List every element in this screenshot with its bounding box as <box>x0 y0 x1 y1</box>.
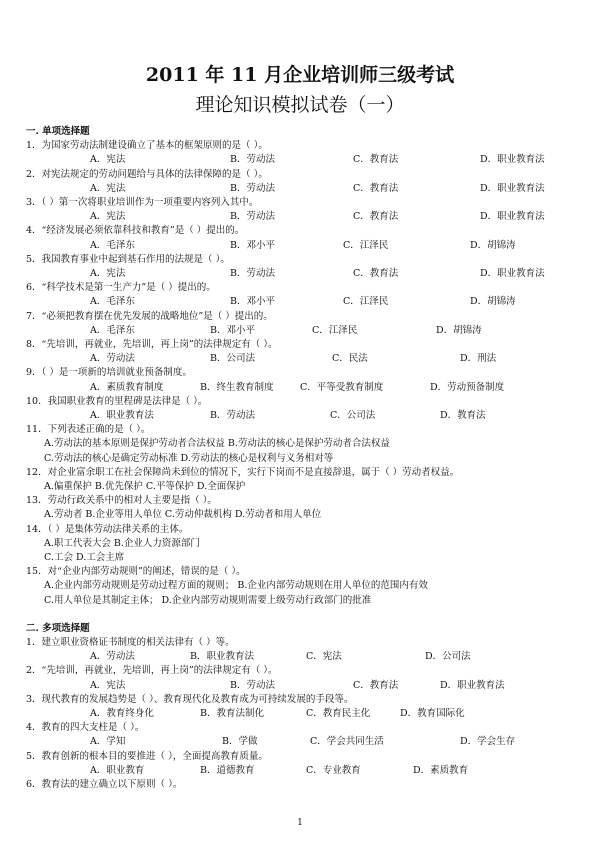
question-text: 14．（ ）是集体劳动法律关系的主体。 <box>26 523 189 535</box>
answer-option: B．劳动法 <box>210 409 255 421</box>
question-text: 8．“先培训，再就业，先培训，再上岗”的法律规定有（ ）。 <box>26 338 278 350</box>
question-text: 5．我国教育事业中起到基石作用的法规是（ ）。 <box>26 253 230 265</box>
answer-options <box>26 537 586 565</box>
answer-option-line: A.劳动者 B.企业等用人单位 C.劳动仲裁机构 D.劳动者和用人单位 <box>44 509 322 521</box>
answer-option: C．教育法 <box>353 182 399 194</box>
answer-option: B．劳动法 <box>230 182 275 194</box>
section-heading-multiple-choice: 二. 多项选择题 <box>26 622 90 634</box>
question-text: 1．建立职业资格证书制度的相关法律有（ ）等。 <box>26 636 235 648</box>
question-text: 15．对“企业内部劳动规则”的阐述，错误的是（ ）。 <box>26 566 246 578</box>
answer-option-line: C.劳动法的核心是确定劳动标准 D.劳动法的核心是权利与义务相对等 <box>44 452 334 464</box>
question-item <box>26 281 586 309</box>
question-text: 1．为国家劳动法制建设确立了基本的框架原则的是（ ）。 <box>26 140 268 152</box>
answer-option: A．毛泽东 <box>90 296 135 308</box>
question-item <box>26 253 586 281</box>
answer-option: D．学会生存 <box>460 736 516 748</box>
answer-options <box>26 409 586 423</box>
answer-option: C．教育法 <box>353 154 399 166</box>
answer-option: A．宪法 <box>90 267 126 279</box>
answer-option: D．职业教育法 <box>440 679 505 691</box>
answer-options <box>26 295 586 309</box>
answer-option: C．专业教育 <box>306 764 361 776</box>
question-item <box>26 139 586 167</box>
question-text: 11．下列表述正确的是（ ）。 <box>26 424 151 436</box>
answer-option: D．劳动预备制度 <box>430 381 505 393</box>
answer-option: A．劳动法 <box>90 651 135 663</box>
answer-option: D．职业教育法 <box>480 182 545 194</box>
answer-options <box>26 764 586 778</box>
answer-option: C．学会共同生活 <box>310 736 384 748</box>
answer-option: B．道德教育 <box>200 764 255 776</box>
answer-option: C．江泽民 <box>343 296 389 308</box>
answer-option: A．职业教育 <box>90 764 145 776</box>
answer-option: C．江泽民 <box>312 324 358 336</box>
answer-options <box>26 210 586 224</box>
answer-option: B．终生教育制度 <box>200 381 274 393</box>
answer-option: A．素质教育制度 <box>90 381 164 393</box>
answer-option: C．教育法 <box>353 267 399 279</box>
answer-option: A．劳动法 <box>90 353 135 365</box>
answer-option: C．公司法 <box>330 409 376 421</box>
answer-option: D．教育法 <box>440 409 486 421</box>
question-item <box>26 565 586 608</box>
answer-options <box>26 352 586 366</box>
answer-options <box>26 735 586 749</box>
answer-option: C．江泽民 <box>343 239 389 251</box>
answer-option: D．刑法 <box>460 353 497 365</box>
answer-option: D．职业教育法 <box>480 154 545 166</box>
answer-option: B．邓小平 <box>230 296 275 308</box>
question-item <box>26 366 586 394</box>
answer-option-line: A.企业内部劳动规则是劳动过程方面的规则； B.企业内部劳动规则在用人单位的范围内有效 <box>44 580 428 592</box>
single-choice-list <box>26 139 586 423</box>
question-item <box>26 466 586 494</box>
answer-options <box>26 480 586 494</box>
answer-option: B．劳动法 <box>230 211 275 223</box>
question-item <box>26 693 586 721</box>
answer-options <box>26 324 586 338</box>
answer-options <box>26 182 586 196</box>
question-text: 6．“科学技术是第一生产力”是（ ）提出的。 <box>26 282 216 294</box>
answer-option: B．邓小平 <box>230 239 275 251</box>
answer-option: C．平等受教育制度 <box>300 381 384 393</box>
question-item <box>26 224 586 252</box>
answer-options <box>26 679 586 693</box>
question-text: 3．（ ）第一次将职业培训作为一项重要内容列入其中。 <box>26 196 259 208</box>
question-text: 3．现代教育的发展趋势是（ ）、教育现代化及教育成为可持续发展的手段等。 <box>26 693 354 705</box>
answer-options <box>26 508 586 522</box>
question-text: 2．“先培训，再就业，先培训，再上岗”的法律规定有（ ）。 <box>26 665 278 677</box>
answer-option: D．胡锦涛 <box>436 324 482 336</box>
answer-option: B．劳动法 <box>230 267 275 279</box>
answer-option: D．教育国际化 <box>400 707 465 719</box>
answer-option-line: A.偏重保护 B.优先保护 C.平等保护 D.全面保护 <box>44 480 246 492</box>
answer-option: C．教育民主化 <box>306 707 371 719</box>
question-item <box>26 338 586 366</box>
answer-option: D．胡锦涛 <box>470 296 516 308</box>
answer-option: D．素质教育 <box>413 764 469 776</box>
answer-option: A．职业教育法 <box>90 409 154 421</box>
answer-option: B．教育法制化 <box>200 707 264 719</box>
single-choice-list-continued <box>26 423 586 608</box>
answer-option: C．教育法 <box>353 211 399 223</box>
answer-option-line: C.用人单位是其制定主体； D.企业内部劳动规则需要上级劳动行政部门的批准 <box>44 594 372 606</box>
answer-option: B．劳动法 <box>230 154 275 166</box>
answer-option: A．毛泽东 <box>90 239 135 251</box>
question-item <box>26 395 586 423</box>
question-item <box>26 721 586 749</box>
question-text: 5．教育创新的根本目的要推进（ ），全面提高教育质量。 <box>26 750 268 762</box>
answer-option: C．教育法 <box>353 679 399 691</box>
question-item <box>26 423 586 466</box>
question-text: 9．（ ）是一项新的培训就业预备制度。 <box>26 367 192 379</box>
question-item <box>26 494 586 522</box>
answer-option: B．学做 <box>222 736 258 748</box>
question-item <box>26 664 586 692</box>
question-item <box>26 750 586 778</box>
question-text: 12．对企业富余职工在社会保障尚未到位的情况下，实行下岗而不是直接辞退，属于（ ）劳动者权益。 <box>26 466 460 478</box>
answer-option: A．宪法 <box>90 211 126 223</box>
exam-subtitle: 理论知识模拟试卷（一） <box>195 94 405 116</box>
page-number: 1 <box>297 818 303 828</box>
answer-option-line: C.工会 D.工会主席 <box>44 551 125 563</box>
answer-option: D．职业教育法 <box>480 211 545 223</box>
answer-option: B．公司法 <box>210 353 255 365</box>
answer-option: C．民法 <box>332 353 368 365</box>
exam-content <box>26 125 586 792</box>
answer-option: A．教育终身化 <box>90 707 154 719</box>
answer-option: B．劳动法 <box>230 679 275 691</box>
answer-option: D．职业教育法 <box>480 267 545 279</box>
question-text: 13．劳动行政关系中的相对人主要是指（ ）。 <box>26 495 217 507</box>
question-text: 6．教育法的建立确立以下原则（ ）。 <box>26 778 183 790</box>
answer-options <box>26 153 586 167</box>
question-item <box>26 310 586 338</box>
answer-options <box>26 267 586 281</box>
section-heading-single-choice: 一. 单项选择题 <box>26 126 90 137</box>
answer-options <box>26 437 586 465</box>
answer-option-line: A.职工代表大会 B.企业人力资源部门 <box>44 537 200 549</box>
answer-options <box>26 381 586 395</box>
answer-option: A．宪法 <box>90 154 126 166</box>
question-item <box>26 196 586 224</box>
question-item <box>26 523 586 566</box>
question-text: 10．我国职业教育的里程碑是法律是（ ）。 <box>26 395 208 407</box>
answer-options <box>26 579 586 607</box>
answer-option: A．学知 <box>90 736 126 748</box>
answer-option: A．毛泽东 <box>90 324 135 336</box>
question-text: 7．“必须把教育摆在优先发展的战略地位”是（ ）提出的。 <box>26 310 273 322</box>
question-text: 4．“经济发展必须依靠科技和教育”是（ ）提出的。 <box>26 225 245 237</box>
answer-options <box>26 707 586 721</box>
question-item <box>26 168 586 196</box>
question-text: 2．对宪法规定的劳动问题给与具体的法律保障的是（ ）。 <box>26 168 268 180</box>
multiple-choice-list <box>26 636 586 778</box>
answer-option: A．宪法 <box>90 679 126 691</box>
exam-title: 2011 年 11 月企业培训师三级考试 <box>145 64 455 86</box>
answer-option: D．胡锦涛 <box>470 239 516 251</box>
answer-option: B．职业教育法 <box>190 651 254 663</box>
answer-option-line: A.劳动法的基本原则是保护劳动者合法权益 B.劳动法的核心是保护劳动者合法权益 <box>44 438 390 450</box>
answer-options <box>26 239 586 253</box>
answer-options <box>26 650 586 664</box>
answer-option: C．宪法 <box>306 651 342 663</box>
answer-option: A．宪法 <box>90 182 126 194</box>
answer-option: D．公司法 <box>425 651 471 663</box>
answer-option: B．邓小平 <box>210 324 255 336</box>
question-text: 4．教育的四大支柱是（ ）。 <box>26 722 145 734</box>
question-item <box>26 636 586 664</box>
